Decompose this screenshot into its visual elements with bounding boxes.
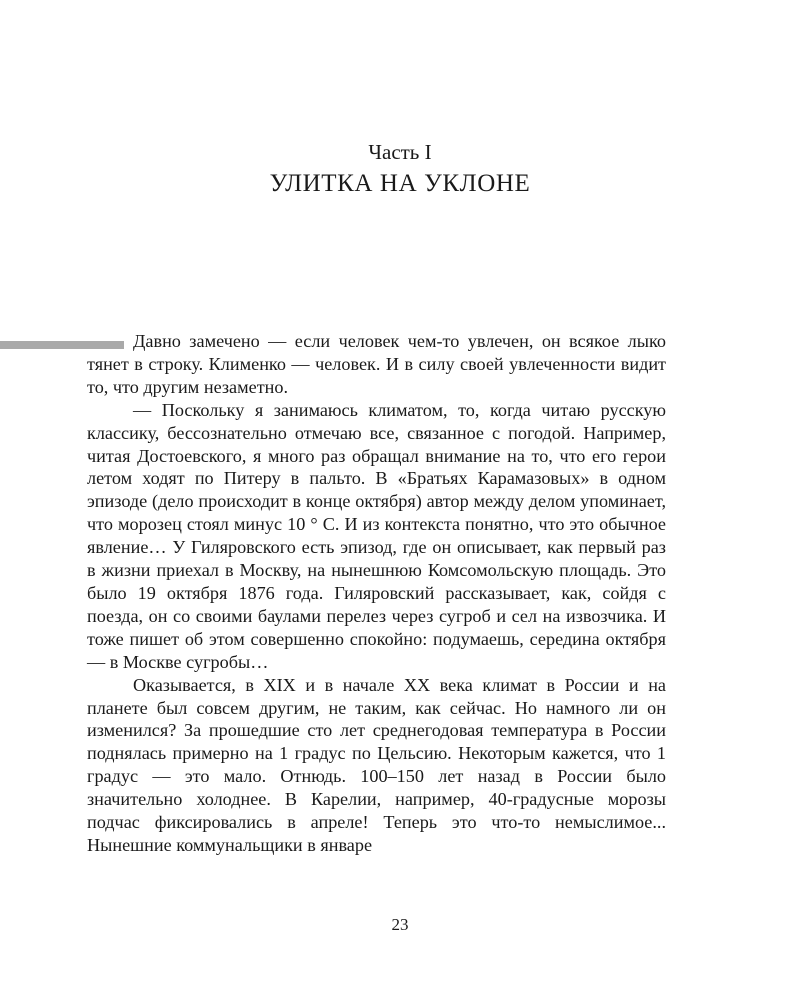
body-text — [87, 330, 666, 857]
part-title: УЛИТКА НА УКЛОНЕ — [269, 170, 531, 197]
part-label: Часть I — [368, 140, 432, 164]
page-number: 23 — [391, 915, 409, 934]
paragraph: — Поскольку я занимаюсь климатом, то, когда читаю русскую классику, бессознательно отмечаю все, связанное с погодой. Например, читая Достоевского, я много раз обращал внимание на то, что его герои летом ходят по Питеру в пальто. В «Братьях Карамазовых» в одном эпизоде (дело происходит в конце октября) автор между делом упоминает, что морозец стоял минус 10 ° С. И из контекста понятно, что это обычное явление… У Гиляровского есть эпизод, где он описывает, как первый раз в жизни приехал в Москву, на нынешнюю Комсомольскую площадь. Это было 19 октября 1876 года. Гиляровский рассказывает, как, сойдя с поезда, он со своими баулами перелез через сугроб и сел на извозчика. И тоже пишет об этом совершенно спокойно: подумаешь, середина октября — в Москве сугробы… — [87, 399, 666, 672]
paragraph: Оказывается, в XIX и в начале XX века климат в России и на планете был совсем другим, не таким, как сейчас. Но намного ли он изменился? За прошедшие сто лет среднегодовая температура в России поднялась примерно на 1 градус по Цельсию. Некоторым кажется, что 1 градус — это мало. Отнюдь. 100–150 лет назад в России было значительно холоднее. В Карелии, например, 40-градусные морозы подчас фиксировались в апреле! Теперь это что-то немыслимое... Нынешние коммунальщики в январе — [87, 674, 666, 855]
paragraph: Давно замечено — если человек чем-то увлечен, он всякое лыко тянет в строку. Клименко — человек. И в силу своей увлеченности видит то, что другим незаметно. — [87, 331, 666, 397]
